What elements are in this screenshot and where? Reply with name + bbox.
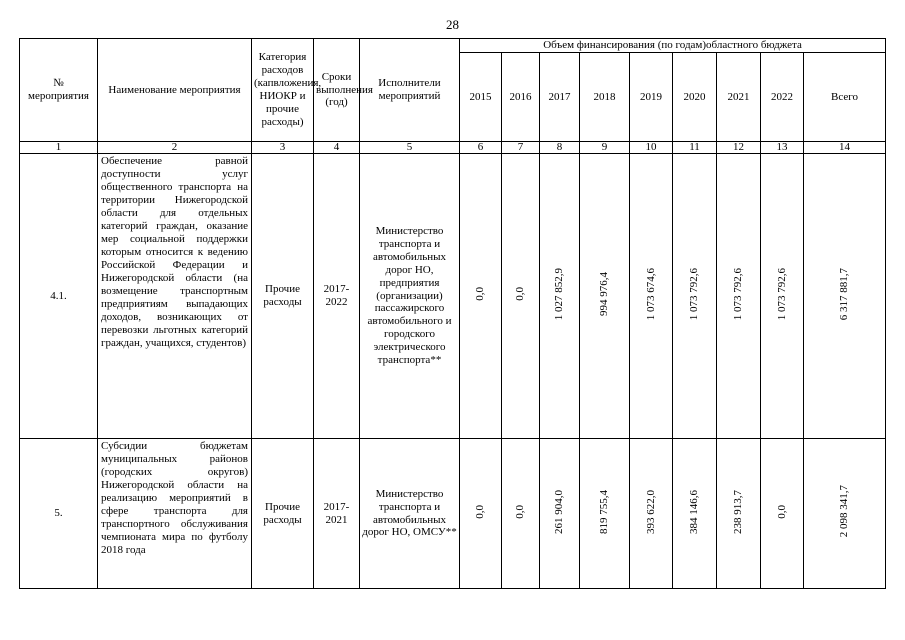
value-total: 2 098 341,7	[838, 485, 851, 538]
value-2015: 0,0	[474, 287, 487, 301]
row-executor: Министерство транспорта и автомобильных дорог НО, ОМСУ**	[360, 439, 460, 589]
column-number: 2	[98, 142, 252, 154]
column-number: 4	[314, 142, 360, 154]
budget-table	[19, 38, 886, 589]
value-cell	[761, 154, 804, 439]
header-year-2016: 2016	[502, 53, 540, 142]
header-col-period: Сроки выполнения (год)	[314, 39, 360, 142]
column-number: 3	[252, 142, 314, 154]
value-cell	[804, 154, 886, 439]
table-row	[20, 154, 886, 439]
header-funding-title: Объем финансирования (по годам)областного бюджета	[460, 39, 886, 53]
value-2021: 1 073 792,6	[732, 267, 745, 321]
value-2020: 384 146,6	[688, 489, 701, 534]
row-category: Прочие расходы	[252, 439, 314, 589]
column-numbers-row	[20, 142, 886, 154]
header-year-2020: 2020	[673, 53, 717, 142]
value-cell	[540, 154, 580, 439]
value-2017: 1 027 852,9	[553, 267, 566, 321]
column-number: 6	[460, 142, 502, 154]
value-cell	[630, 439, 673, 589]
table-row	[20, 439, 886, 589]
row-executor: Министерство транспорта и автомобильных дорог НО, предприятия (организации) пассажирского автомобильного и городского электрического транспорта**	[360, 154, 460, 439]
value-2017: 261 904,0	[553, 489, 566, 534]
header-row-top	[20, 39, 886, 53]
row-category: Прочие расходы	[252, 154, 314, 439]
column-number: 7	[502, 142, 540, 154]
value-2016: 0,0	[514, 287, 527, 301]
value-total: 6 317 881,7	[838, 267, 851, 321]
column-number: 1	[20, 142, 98, 154]
row-name: Обеспечение равной доступности услуг общественного транспорта на территории Нижегородской области для отдельных категорий граждан, оказание мер социальной поддержки которым относится к ведению Российской Федерации и Нижегородской области (на возмещение транспортным предприятиям выпадающих доходов, возникающих от перевозки льготных категорий граждан, учащихся, студентов)	[98, 154, 252, 439]
value-2018: 819 755,4	[598, 489, 611, 534]
row-number: 4.1.	[20, 154, 98, 439]
value-2015: 0,0	[474, 504, 487, 519]
header-col-no: № мероприятия	[20, 39, 98, 142]
value-2022: 1 073 792,6	[775, 267, 788, 321]
value-2016: 0,0	[514, 504, 527, 519]
header-year-2022: 2022	[761, 53, 804, 142]
value-2020: 1 073 792,6	[688, 267, 701, 321]
page-number: 28	[446, 17, 459, 32]
column-number: 13	[761, 142, 804, 154]
row-period: 2017-2021	[314, 439, 360, 589]
column-number: 9	[580, 142, 630, 154]
value-2022: 0,0	[775, 504, 788, 519]
column-number: 10	[630, 142, 673, 154]
value-2019: 1 073 674,6	[644, 267, 657, 321]
value-cell	[502, 439, 540, 589]
value-cell	[673, 439, 717, 589]
header-year-2018: 2018	[580, 53, 630, 142]
value-2021: 238 913,7	[732, 489, 745, 534]
value-cell	[761, 439, 804, 589]
value-cell	[630, 154, 673, 439]
column-number: 5	[360, 142, 460, 154]
row-number: 5.	[20, 439, 98, 589]
header-col-executor: Исполнители мероприятий	[360, 39, 460, 142]
value-2019: 393 622,0	[644, 489, 657, 534]
value-cell	[673, 154, 717, 439]
value-cell	[804, 439, 886, 589]
header-total: Всего	[804, 53, 886, 142]
value-cell	[580, 154, 630, 439]
value-cell	[460, 154, 502, 439]
row-period: 2017-2022	[314, 154, 360, 439]
value-cell	[540, 439, 580, 589]
value-cell	[502, 154, 540, 439]
column-number: 8	[540, 142, 580, 154]
header-year-2015: 2015	[460, 53, 502, 142]
value-cell	[460, 439, 502, 589]
header-year-2021: 2021	[717, 53, 761, 142]
header-col-category: Категория расходов (капвложения, НИОКР и прочие расходы)	[252, 39, 314, 142]
value-2018: 994 976,4	[598, 272, 611, 317]
header-col-name: Наименование мероприятия	[98, 39, 252, 142]
header-year-2019: 2019	[630, 53, 673, 142]
value-cell	[580, 439, 630, 589]
column-number: 11	[673, 142, 717, 154]
value-cell	[717, 439, 761, 589]
column-number: 12	[717, 142, 761, 154]
value-cell	[717, 154, 761, 439]
header-year-2017: 2017	[540, 53, 580, 142]
row-name: Субсидии бюджетам муниципальных районов (городских округов) Нижегородской области на реализацию мероприятий в сфере транспорта для транспортного обслуживания чемпионата мира по футболу 2018 года	[98, 439, 252, 589]
column-number: 14	[804, 142, 886, 154]
